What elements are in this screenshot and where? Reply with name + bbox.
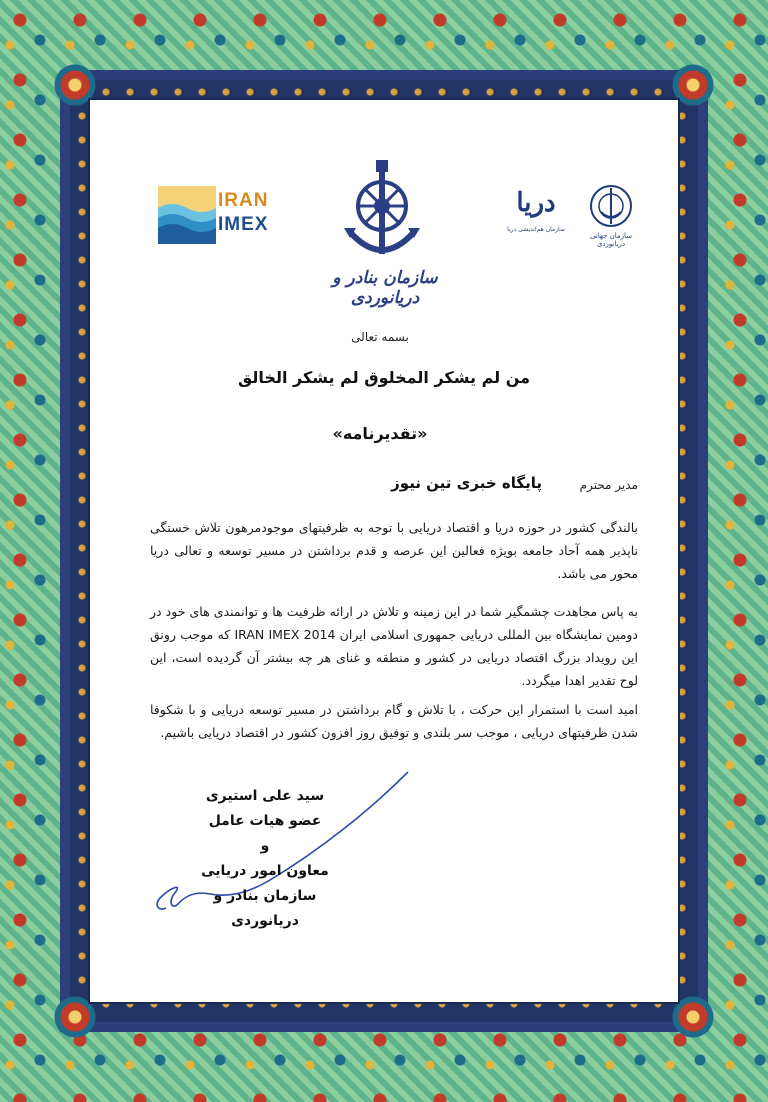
imo-logo — [580, 182, 642, 246]
imo-emblem-icon — [580, 182, 642, 230]
signatory-role: معاون امور دریایی — [201, 863, 329, 879]
certificate-title: «تقدیرنامه» — [332, 424, 428, 443]
imex-logo-line2: IMEX — [218, 214, 269, 235]
signatory-organization: سازمان بنادر و دریانوردی — [213, 888, 317, 929]
addressee-name: پایگاه خبری تین نیوز — [391, 474, 542, 492]
recipient-line — [140, 474, 638, 496]
signatory-conjunction: و — [260, 838, 270, 854]
signatory-name: سید علی استیری — [205, 788, 325, 804]
iran-imex-logo — [158, 186, 270, 244]
hadith-heading: من لم یشکر المخلوق لم یشکر الخالق — [237, 368, 530, 387]
body-paragraph-1: بالندگی کشور در حوزه دریا و اقتصاد دریایی با توجه به ظرفیتهای موجودمرهون تلاش خستگی ناپذیر همه آحاد جامعه بویژه فعالین این عرصه و قدم برداشتن در مسیر توسعه و تعالی دریا محور می باشد. — [150, 520, 638, 581]
imex-logo-line1: IRAN — [218, 190, 269, 211]
addressee-label: مدیر محترم — [579, 478, 638, 492]
darya-logo-text: دریا — [516, 188, 556, 218]
organization-name-logo: سازمان بنادر و دریانوردی — [332, 268, 438, 308]
body-paragraph-2: به پاس مجاهدت چشمگیر شما در این زمینه و تلاش در ارائه ظرفیت ها و توانمندی های خود در دومین نمایشگاه بین المللی دریایی جمهوری اسلامی ایران IRAN IMEX 2014 که موجب رونق این رویداد بزرگ اقتصاد دریایی در کشور و منطقه و غنای هر چه بیشتر آن گردیده است، این لوح تقدیر اهدا میگردد. — [150, 604, 638, 688]
signature-block — [180, 784, 350, 934]
waves-icon — [158, 186, 216, 244]
anchor-emblem-icon — [340, 158, 424, 266]
body-paragraph-3: امید است با استمرار این حرکت ، با تلاش و گام برداشتن در مسیر توسعه دریایی و با شکوفا شدن ظرفیتهای دریایی ، موجب سر بلندی و توفیق روز افزون کشور در اقتصاد دریایی باشیم. — [150, 702, 638, 740]
partner-logos — [496, 180, 646, 250]
basmala: بسمه تعالی — [351, 330, 409, 344]
darya-logo-subtitle: سازمان هم‌اندیشی دریا — [507, 226, 565, 233]
signatory-position: عضو هیات عامل — [208, 813, 322, 829]
imo-logo-caption: سازمان جهانی دریانوردی — [589, 232, 633, 248]
darya-logo — [496, 180, 576, 242]
